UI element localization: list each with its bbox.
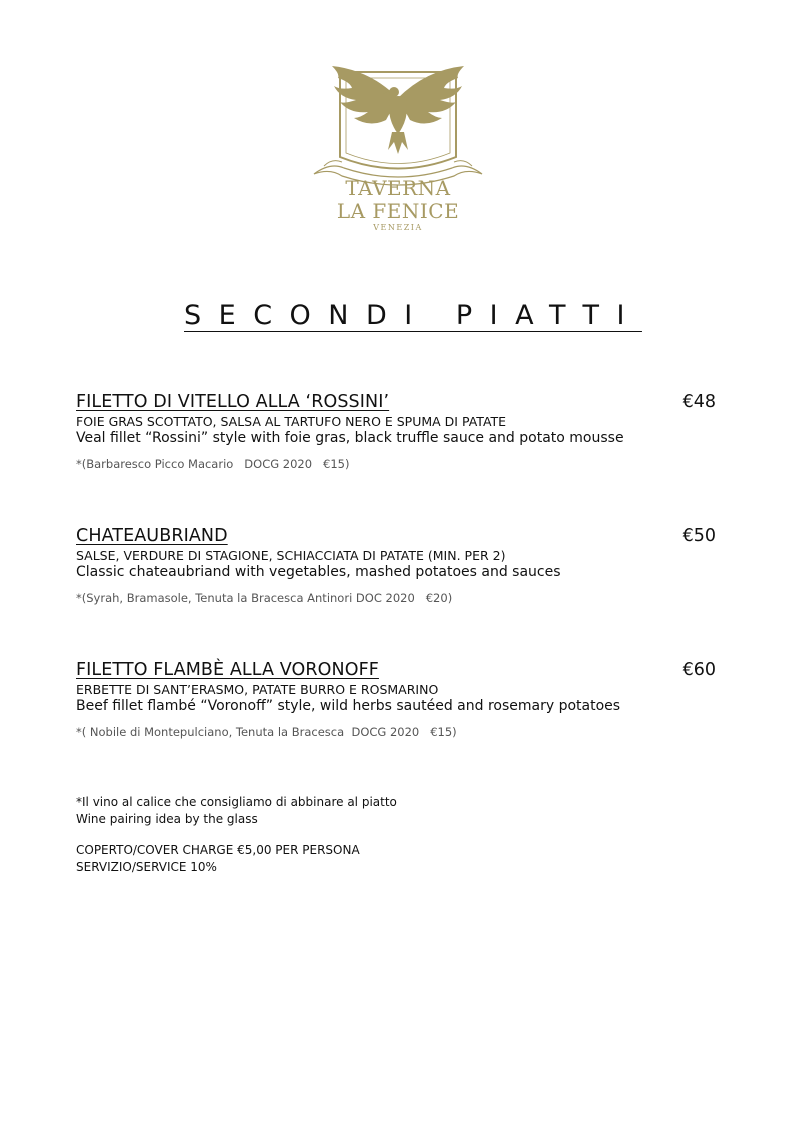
service-charge: SERVIZIO/SERVICE 10% — [76, 860, 217, 874]
dish-name: FILETTO FLAMBÈ ALLA VORONOFF — [76, 660, 379, 680]
logo-line-2: LA FENICE — [336, 199, 460, 223]
wine-pairing: *( Nobile di Montepulciano, Tenuta la Bracesca DOCG 2020 €15) — [76, 725, 457, 739]
dish-description-en: Classic chateaubriand with vegetables, mashed potatoes and sauces — [76, 564, 561, 580]
section-title: SECONDI PIATTI — [184, 300, 642, 331]
logo-line-1: TAVERNA — [345, 176, 451, 200]
dish-item — [76, 660, 716, 739]
wine-pairing: *(Barbaresco Picco Macario DOCG 2020 €15) — [76, 457, 350, 471]
dish-description-en: Beef fillet flambé “Voronoff” style, wild herbs sautéed and rosemary potatoes — [76, 698, 621, 714]
wine-note-it: *Il vino al calice che consigliamo di abbinare al piatto — [76, 795, 397, 809]
wine-pairing: *(Syrah, Bramasole, Tenuta la Bracesca Antinori DOC 2020 €20) — [76, 591, 453, 605]
dish-description-it: ERBETTE DI SANT’ERASMO, PATATE BURRO E ROSMARINO — [76, 682, 439, 697]
dish-price: €50 — [682, 526, 716, 546]
dish-description-it: FOIE GRAS SCOTTATO, SALSA AL TARTUFO NERO E SPUMA DI PATATE — [76, 414, 507, 429]
notes-spacer — [76, 828, 397, 842]
wine-note-en: Wine pairing idea by the glass — [76, 812, 258, 826]
menu-notes — [76, 794, 397, 876]
dish-name: FILETTO DI VITELLO ALLA ‘ROSSINI’ — [76, 392, 390, 412]
dish-item — [76, 392, 716, 471]
dish-price: €60 — [682, 660, 716, 680]
dish-name: CHATEAUBRIAND — [76, 526, 228, 546]
dish-description-it: SALSE, VERDURE DI STAGIONE, SCHIACCIATA DI PATATE (MIN. PER 2) — [76, 548, 506, 563]
restaurant-logo — [310, 62, 486, 240]
dish-price: €48 — [682, 392, 716, 412]
dish-item — [76, 526, 716, 605]
logo-line-3: VENEZIA — [373, 223, 423, 232]
cover-charge: COPERTO/COVER CHARGE €5,00 PER PERSONA — [76, 843, 360, 857]
dish-description-en: Veal fillet “Rossini” style with foie gras, black truffle sauce and potato mousse — [76, 430, 624, 446]
